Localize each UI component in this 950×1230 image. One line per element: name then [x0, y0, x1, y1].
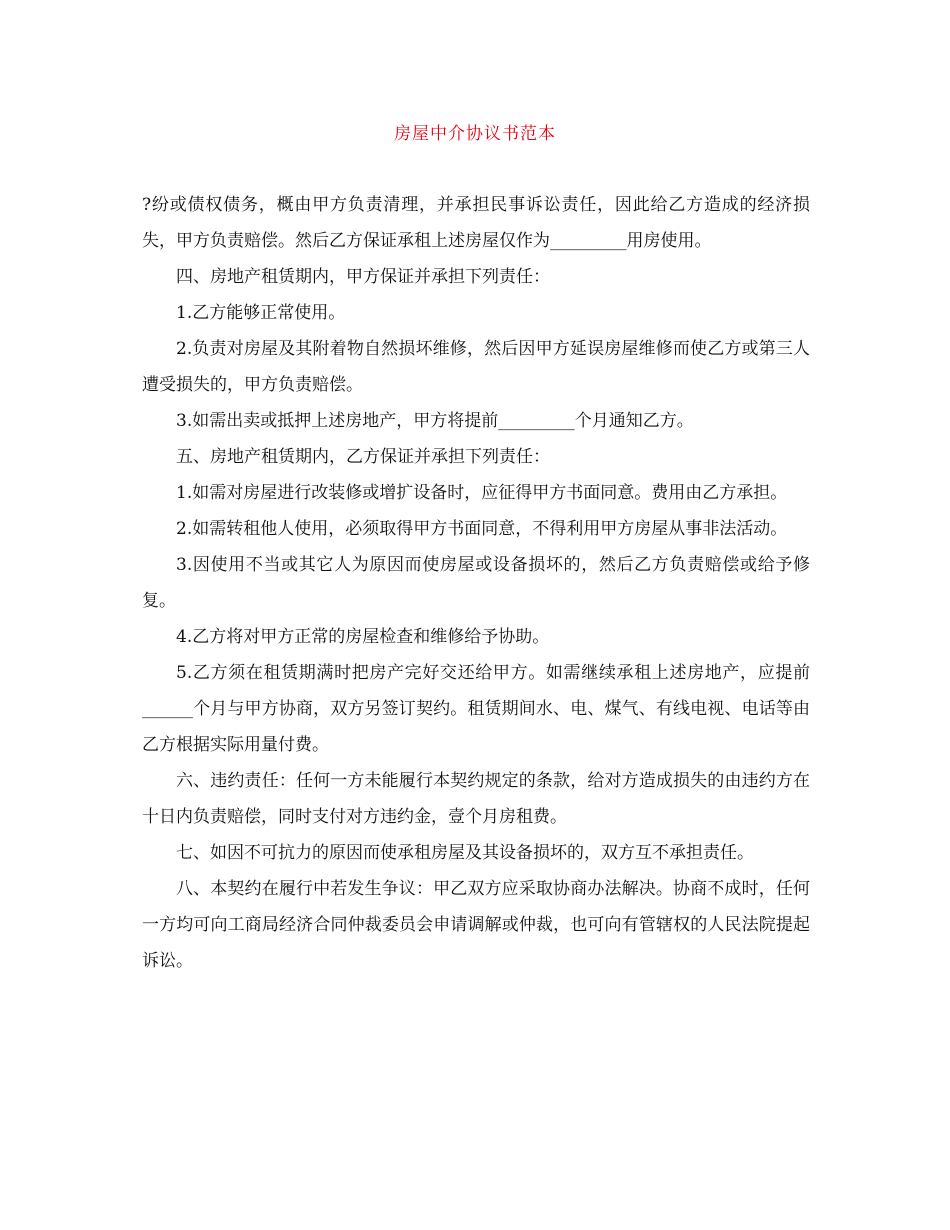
paragraph-section-5: 五、房地产租赁期内，乙方保证并承担下列责任：: [176, 447, 550, 467]
paragraph-4-item-1: 1.乙方能够正常使用。: [176, 303, 346, 323]
paragraph-4-item-2: 2.负责对房屋及其附着物自然损坏维修，然后因甲方延误房屋维修而使乙方或第三人遭受损失的，甲方负责赔偿。: [142, 339, 810, 395]
paragraph-5-item-3: 3.因使用不当或其它人为原因而使房屋或设备损坏的，然后乙方负责赔偿或给予修复。: [142, 555, 810, 611]
paragraph-5-item-5: 5.乙方须在租赁期满时把房产完好交还给甲方。如需继续承租上述房地产，应提前______个月与甲方协商，双方另签订契约。租赁期间水、电、煤气、有线电视、电话等由乙方根据实际用量付费。: [142, 663, 810, 755]
paragraph-continuation: ?纷或债权债务，概由甲方负责清理，并承担民事诉讼责任，因此给乙方造成的经济损失，甲方负责赔偿。然后乙方保证承租上述房屋仅作为_________用房使用。: [142, 195, 810, 251]
paragraph-5-item-2: 2.如需转租他人使用，必须取得甲方书面同意，不得利用甲方房屋从事非法活动。: [176, 519, 788, 539]
paragraph-section-7: 七、如因不可抗力的原因而使承租房屋及其设备损坏的，双方互不承担责任。: [176, 843, 754, 863]
paragraph-section-4: 四、房地产租赁期内，甲方保证并承担下列责任：: [176, 267, 550, 287]
document-title: 房屋中介协议书范本: [394, 124, 556, 144]
paragraph-section-6: 六、违约责任：任何一方未能履行本契约规定的条款，给对方造成损失的由违约方在十日内负责赔偿，同时支付对方违约金，壹个月房租费。: [142, 771, 810, 827]
paragraph-4-item-3: 3.如需出卖或抵押上述房地产，甲方将提前_________个月通知乙方。: [176, 411, 694, 431]
paragraph-5-item-4: 4.乙方将对甲方正常的房屋检查和维修给予协助。: [176, 627, 550, 647]
paragraph-5-item-1: 1.如需对房屋进行改装修或增扩设备时，应征得甲方书面同意。费用由乙方承担。: [176, 483, 788, 503]
document-body: [142, 187, 810, 979]
paragraph-section-8: 八、本契约在履行中若发生争议：甲乙双方应采取协商办法解决。协商不成时，任何一方均可向工商局经济合同仲裁委员会申请调解或仲裁，也可向有管辖权的人民法院提起诉讼。: [142, 879, 810, 971]
